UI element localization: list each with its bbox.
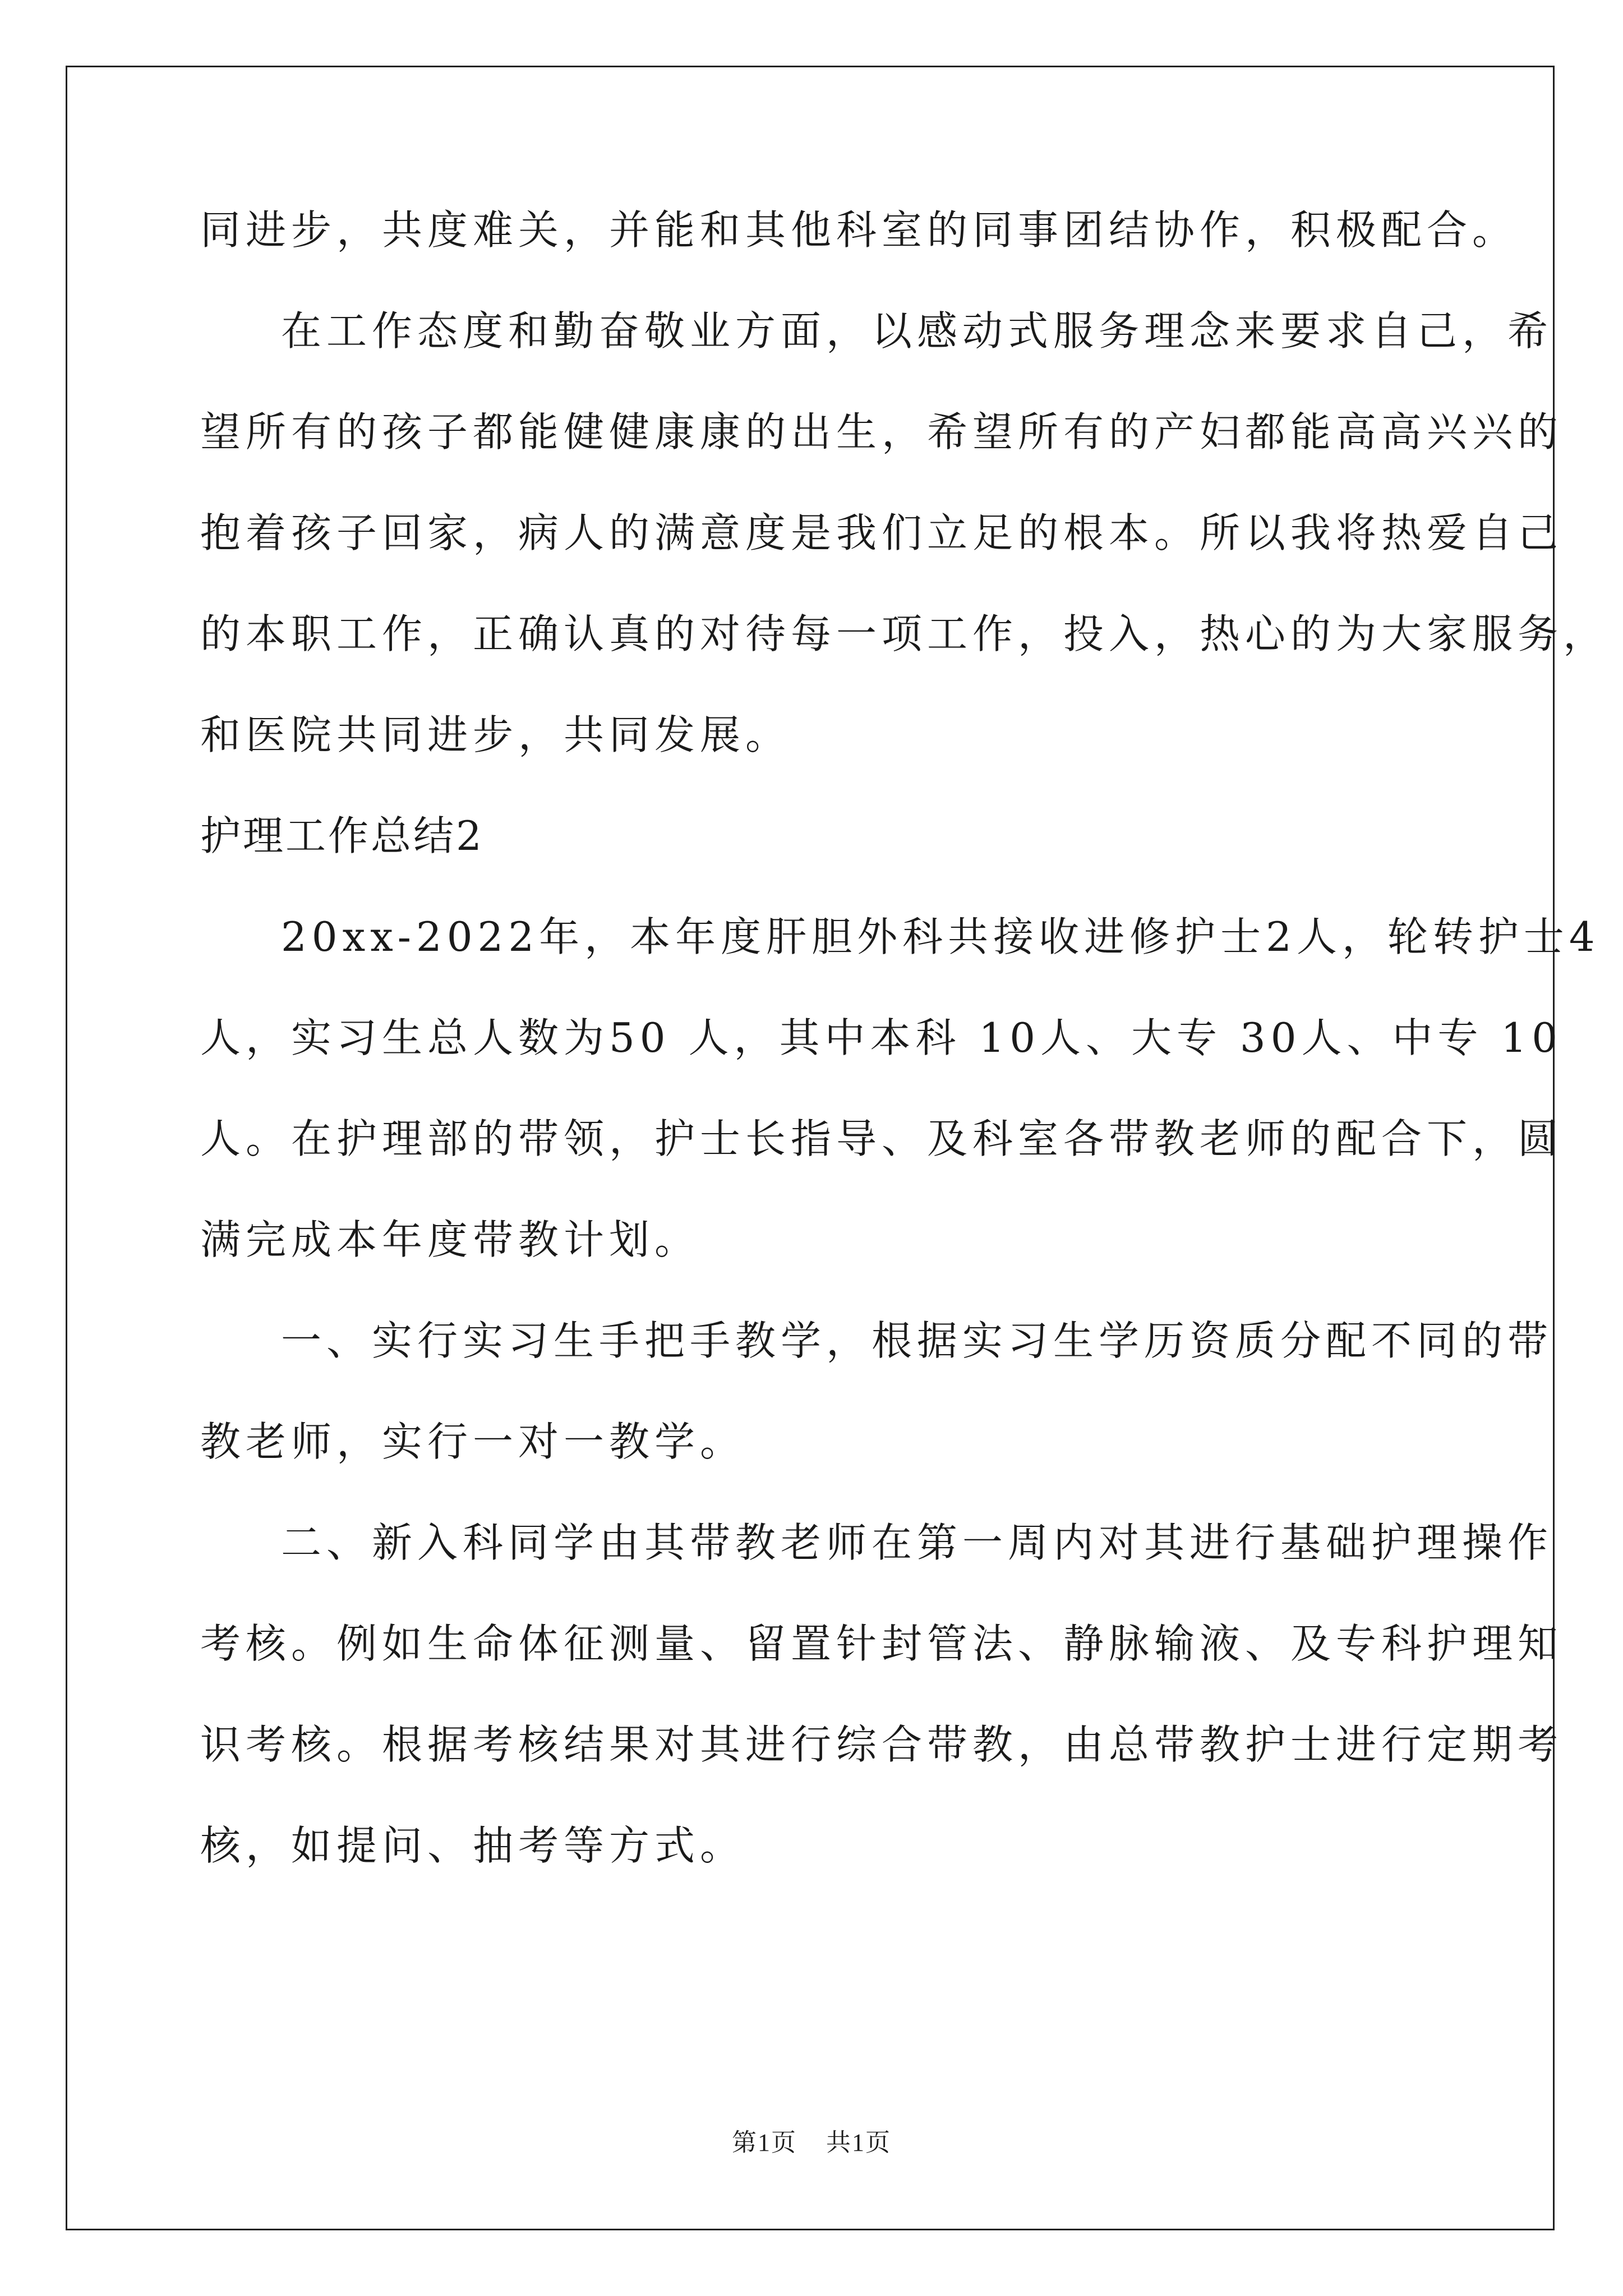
text-line: 的本职工作，正确认真的对待每一项工作，投入，热心的为大家服务， — [200, 610, 1609, 657]
paragraph-line: 在工作态度和勤奋敬业方面，以感动式服务理念来要求自己，希 — [281, 307, 1553, 355]
text-line: 望所有的孩子都能健健康康的出生，希望所有的产妇都能高高兴兴的 — [200, 408, 1564, 455]
section-heading: 护理工作总结2 — [200, 812, 484, 859]
text-line: 满完成本年度带教计划。 — [200, 1216, 700, 1263]
page-footer — [0, 2126, 1623, 2160]
text-line: 考核。例如生命体征测量、留置针封管法、静脉输液、及专科护理知 — [200, 1620, 1564, 1667]
text-line: 和医院共同进步，共同发展。 — [200, 711, 791, 758]
text-line: 核，如提问、抽考等方式。 — [200, 1822, 746, 1869]
text-line: 识考核。根据考核结果对其进行综合带教，由总带教护士进行定期考 — [200, 1721, 1564, 1768]
text-line: 教老师，实行一对一教学。 — [200, 1418, 746, 1465]
text-line: 人，实习生总人数为50 人，其中本科 10人、大专 30人、中专 10 — [200, 1014, 1563, 1061]
text-line: 抱着孩子回家，病人的满意度是我们立足的根本。所以我将热爱自己 — [200, 509, 1564, 556]
paragraph-line: 一、实行实习生手把手教学，根据实习生学历资质分配不同的带 — [281, 1317, 1553, 1364]
text-line: 同进步，共度难关，并能和其他科室的同事团结协作，积极配合。 — [200, 206, 1518, 254]
page-total: 共1页 — [826, 2129, 891, 2156]
page-number: 第1页 — [732, 2129, 797, 2156]
paragraph-line: 20xx-2022年，本年度肝胆外科共接收进修护士2人，轮转护士4 — [281, 913, 1600, 960]
paragraph-line: 二、新入科同学由其带教老师在第一周内对其进行基础护理操作 — [281, 1519, 1553, 1566]
text-line: 人。在护理部的带领，护士长指导、及科室各带教老师的配合下，圆 — [200, 1115, 1564, 1162]
